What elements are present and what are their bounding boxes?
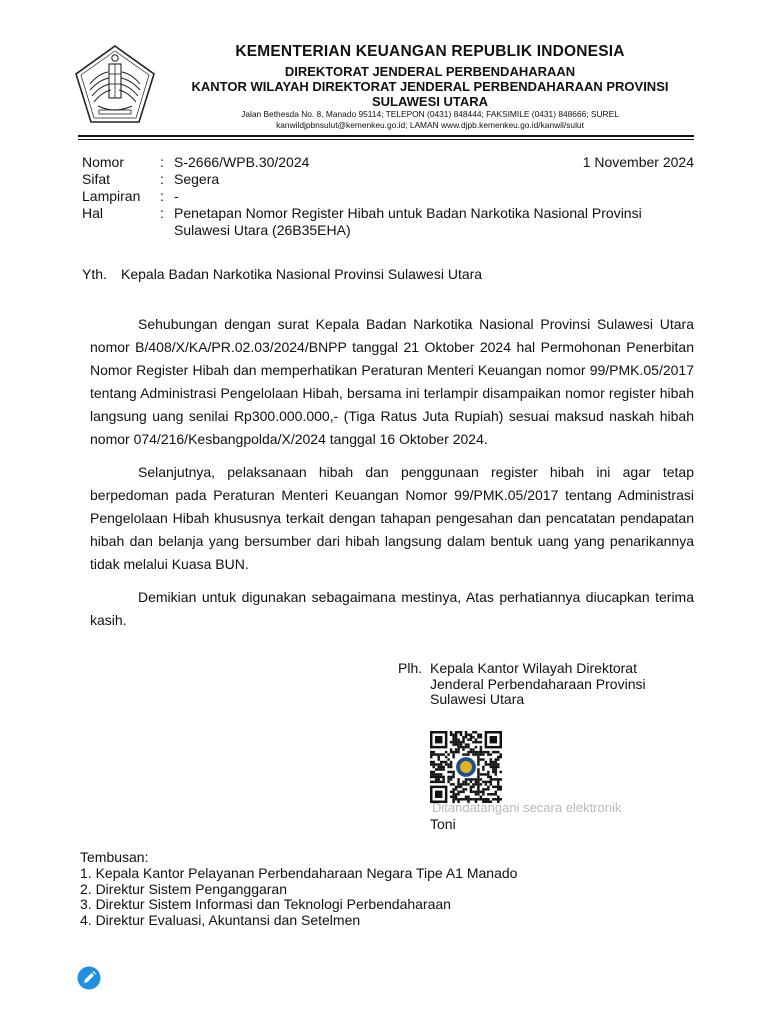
hal-colon: :	[160, 205, 164, 221]
signature-title-line-2: Jenderal Perbendaharaan Provinsi	[430, 675, 646, 692]
body-paragraph-1: Sehubungan dengan surat Kepala Badan Narkotika Nasional Provinsi Sulawesi Utara nomor B/408/X/KA/PR.02.03/2024/BNPP tanggal 21 Oktober 2024 hal Permohonan Penerbitan Nomor Register Hibah dan memperhatikan Peraturan Menteri Keuangan nomor 99/PMK.05/2017 tentang Administrasi Pengelolaan Hibah, bersama ini terlampir disampaikan nomor register hibah langsung uang senilai Rp300.000.000,- (Tiga Ratus Juta Rupiah) sesuai maksud naskah hibah nomor 074/216/Kesbangpolda/X/2024 tanggal 16 Oktober 2024.	[90, 316, 694, 447]
nomor-label: Nomor	[82, 154, 125, 170]
signature-title-line-3: Sulawesi Utara	[430, 691, 525, 707]
signature-title-line-1: Kepala Kantor Wilayah Direktorat	[430, 660, 637, 676]
sifat-label: Sifat	[82, 171, 111, 187]
qr-code-icon	[430, 731, 502, 803]
letterhead-ministry: KEMENTERIAN KEUANGAN REPUBLIK INDONESIA	[235, 43, 625, 60]
signer-name: Toni	[430, 816, 456, 832]
cc-item: 2. Direktur Sistem Penganggaran	[80, 880, 287, 897]
signature-plh: Plh.	[398, 660, 423, 676]
hal-label: Hal	[82, 205, 104, 221]
letter-date: 1 November 2024	[582, 154, 694, 170]
lampiran-label: Lampiran	[82, 188, 141, 204]
lampiran-value: -	[174, 188, 179, 204]
letterhead-address-line-1: Jalan Bethesda No. 8, Manado 95114; TELEPON (0431) 848444; FAKSIMILE (0431) 848666; SUREL	[241, 109, 619, 119]
hal-value	[174, 205, 674, 239]
esignature-note: Ditandatangani secara elektronik	[432, 800, 622, 815]
letterhead-address-line-2: kanwildjpbnsulut@kemenkeu.go.id; LAMAN www.djpb.kemenkeu.go.id/kanwil/sulut	[276, 120, 584, 130]
cc-heading: Tembusan:	[80, 849, 149, 865]
nomor-value: S-2666/WPB.30/2024	[174, 154, 310, 170]
cc-item: 3. Direktur Sistem Informasi dan Teknologi Perbendaharaan	[80, 896, 451, 913]
body-paragraph-3: Demikian untuk digunakan sebagaimana mestinya, Atas perhatiannya diucapkan terima kasih.	[90, 589, 694, 628]
recipient	[82, 266, 483, 282]
body-paragraph-2: Selanjutnya, pelaksanaan hibah dan penggunaan register hibah ini agar tetap berpedoman pada Peraturan Menteri Keuangan Nomor 99/PMK.05/2017 tentang Administrasi Pengelolaan Hibah khususnya terkait dengan tahapan pengesahan dan pencatatan pendapatan hibah dan belanja yang bersumber dari hibah langsung dalam bentuk uang yang penarikannya tidak melalui Kuasa BUN.	[90, 464, 694, 572]
recipient-prefix: Yth.	[82, 266, 107, 282]
hal-value-line-1: Penetapan Nomor Register Hibah untuk Badan Narkotika Nasional Provinsi	[174, 205, 642, 221]
letterhead-rule-thin	[78, 139, 694, 140]
letterhead-rule-thick	[78, 135, 694, 137]
signature-title	[430, 661, 690, 708]
carbon-copy	[80, 850, 517, 929]
cc-item: 4. Direktur Evaluasi, Akuntansi dan Setelmen	[80, 912, 361, 929]
letterhead-office: KANTOR WILAYAH DIREKTORAT JENDERAL PERBENDAHARAAN PROVINSI	[191, 79, 669, 94]
sifat-value: Segera	[174, 171, 220, 187]
nomor-colon: :	[160, 154, 164, 170]
letterhead-province: SULAWESI UTARA	[371, 94, 489, 109]
hal-value-line-2: Sulawesi Utara (26B35EHA)	[174, 222, 351, 238]
lampiran-colon: :	[160, 188, 164, 204]
kemenkeu-emblem-icon	[72, 44, 158, 126]
sifat-colon: :	[160, 171, 164, 187]
edit-badge-icon[interactable]	[77, 966, 101, 990]
letterhead-directorate: DIREKTORAT JENDERAL PERBENDAHARAAN	[284, 64, 576, 79]
recipient-name: Kepala Badan Narkotika Nasional Provinsi Sulawesi Utara	[121, 266, 483, 282]
letterhead-address	[180, 109, 680, 131]
cc-item: 1. Kepala Kantor Pelayanan Perbendaharaan Negara Tipe A1 Manado	[80, 864, 518, 881]
